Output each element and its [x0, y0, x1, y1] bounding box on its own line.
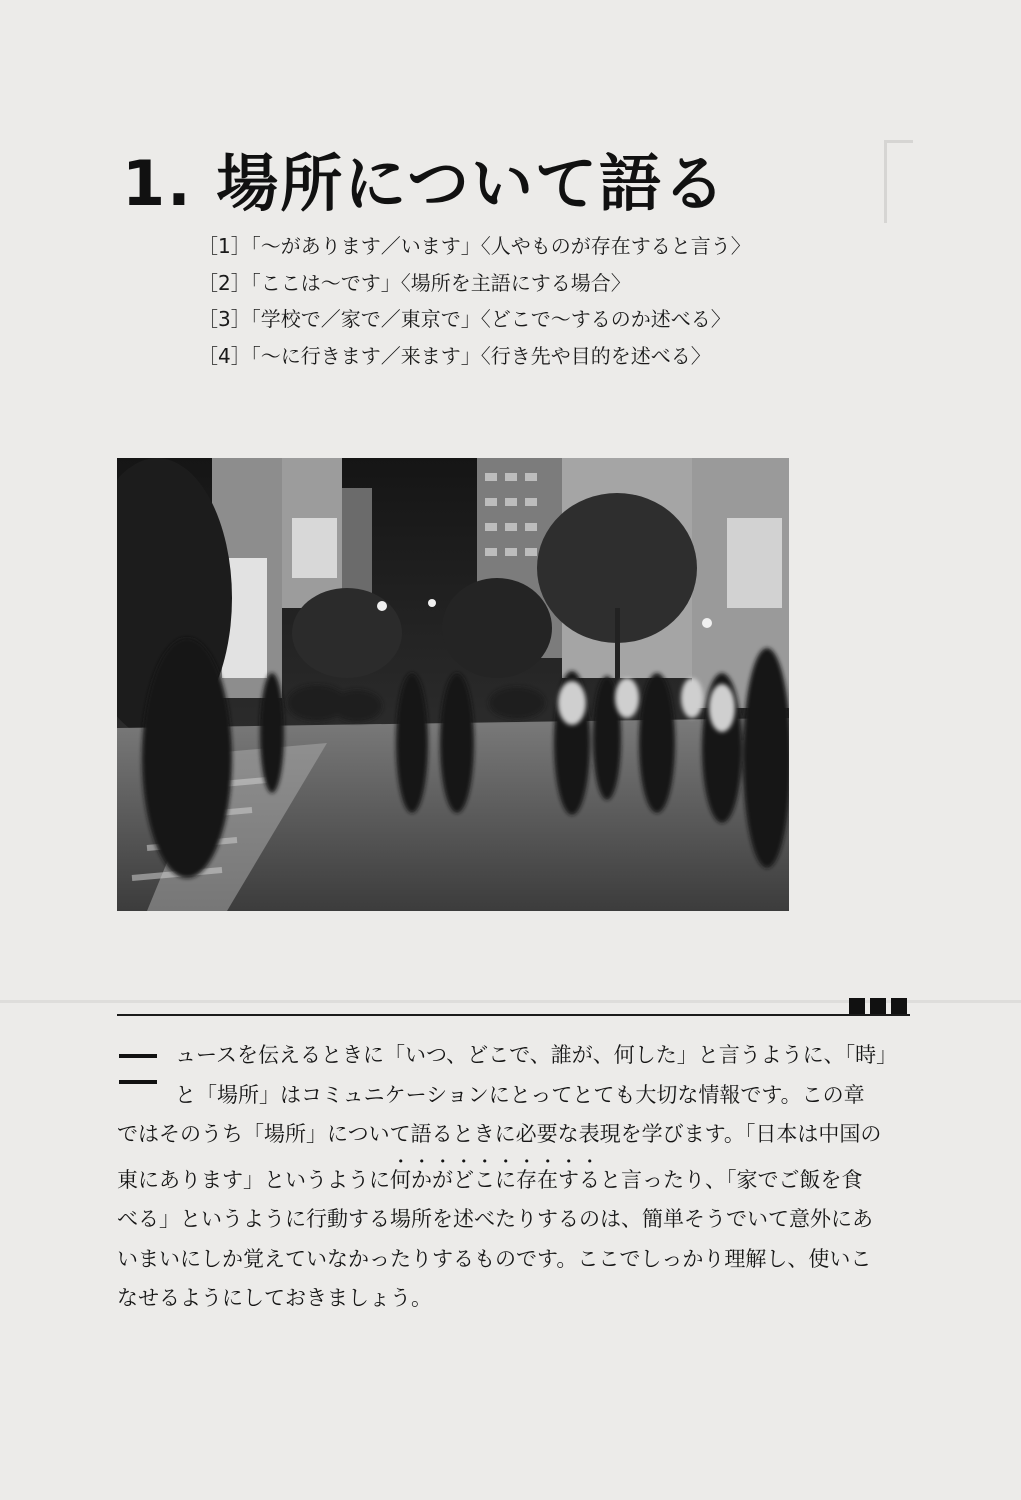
square-mark — [891, 998, 907, 1014]
street-photo — [117, 458, 789, 911]
bleed-through-bracket — [884, 140, 913, 223]
intro-line: ュースを伝えるときに「いつ、どこで、誰が、何した」と言うように、「時」 — [175, 1043, 898, 1067]
section-list — [198, 228, 751, 374]
intro-paragraph — [117, 1036, 917, 1319]
divider-squares — [849, 998, 907, 1014]
intro-line — [117, 1155, 917, 1201]
section-item: ［1］「～があります／います」〈人やものが存在すると言う〉 — [198, 234, 751, 258]
street-scene-illustration — [117, 458, 789, 911]
intro-text: 東にあります」というように — [117, 1167, 390, 1192]
intro-line: べる」というように行動する場所を述べたりするのは、簡単そうでいて意外にあ — [117, 1207, 873, 1231]
chapter-title: 1. 場所について語る — [122, 147, 728, 220]
intro-line: と「場所」はコミュニケーションにとってとても大切な情報です。この章 — [175, 1082, 865, 1107]
emphasized-text: 何かがどこに存在する — [390, 1167, 600, 1192]
section-item: ［3］「学校で／家で／東京で」〈どこで～するのか述べる〉 — [198, 307, 731, 331]
intro-text: と言ったり、「家でご飯を食 — [600, 1167, 863, 1192]
section-item: ［4］「～に行きます／来ます」〈行き先や目的を述べる〉 — [198, 343, 711, 368]
section-divider — [117, 1014, 910, 1016]
intro-line: ではそのうち「場所」について語るときに必要な表現を学びます。「日本は中国の — [117, 1122, 882, 1146]
square-mark — [849, 998, 865, 1014]
intro-line: いまいにしか覚えていなかったりするものです。ここでしっかり理解し、使いこ — [117, 1246, 872, 1271]
square-mark — [870, 998, 886, 1014]
section-item: ［2］「ここは～です」〈場所を主語にする場合〉 — [198, 270, 631, 295]
intro-line: なせるようにしておきましょう。 — [117, 1286, 432, 1310]
